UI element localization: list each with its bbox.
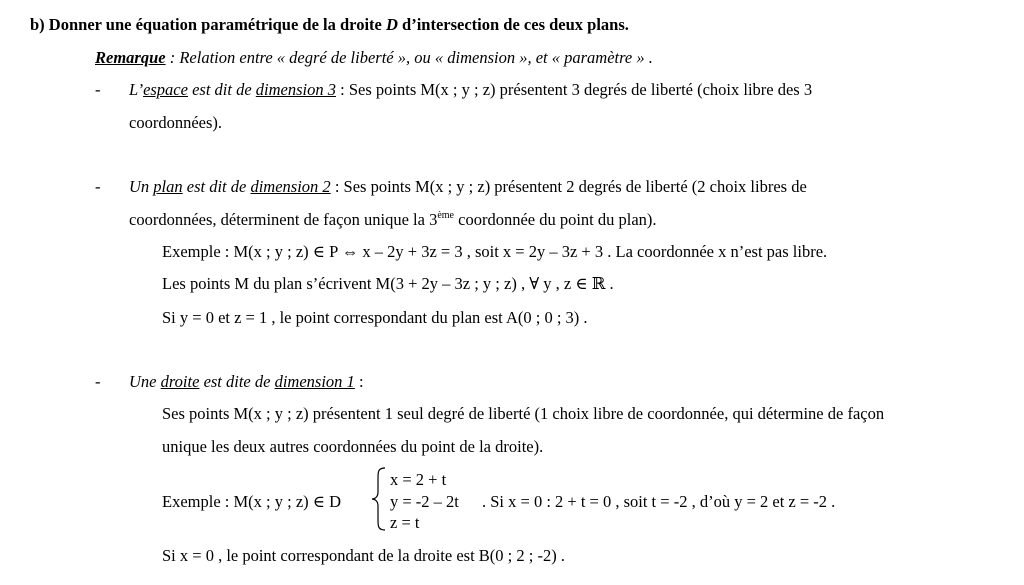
system-line-1: x = 2 + t [390,470,447,489]
droite-example-lead: Exemple : M(x ; y ; z) ∈ D [162,492,342,511]
espace-prefix: L’ [129,80,144,99]
heading-letter: b) [30,15,45,34]
plan-line [129,177,807,197]
plan-example-1: Exemple : M(x ; y ; z) ∈ P ⇔ x – 2y + 3z = 3 , soit x = 2y – 3z + 3 . La coordonnée x n’est pas libre. [162,242,828,261]
bullet-dash: - [95,372,101,391]
remark-label: Remarque [95,48,166,67]
droite-dimension: dimension 1 [274,372,355,391]
espace-term: espace [143,80,188,99]
plan-text: : Ses points M(x ; y ; z) présentent 2 degrés de liberté (2 choix libres de [330,177,807,196]
droite-prefix: Une [129,372,161,391]
plan-cont-end: coordonnée du point du plan). [454,210,657,229]
remark-text: : Relation entre « degré de liberté », ou « dimension », et « paramètre » . [165,48,653,67]
droite-last: Si x = 0 , le point correspondant de la droite est B(0 ; 2 ; -2) . [162,546,565,565]
espace-dimension: dimension 3 [255,80,337,99]
plan-cont [129,210,657,230]
plan-example-2: Les points M du plan s’écrivent M(3 + 2y – 3z ; y ; z) , ∀ y , z ∈ ℝ . [162,274,614,293]
bullet-dash: - [95,80,101,99]
plan-prefix: Un [129,177,154,196]
bullet-dash: - [95,177,101,196]
droite-mid: est dite de [199,372,275,391]
system-line-2: y = -2 – 2t [390,492,459,511]
droite-line [129,372,364,392]
espace-mid: est dit de [187,80,256,99]
espace-line [129,80,812,100]
plan-cont-text: coordonnées, déterminent de façon unique la 3 [129,210,438,229]
system-line-3: z = t [390,513,420,532]
droite-text-2: unique les deux autres coordonnées du point de la droite). [162,437,544,456]
espace-text: : Ses points M(x ; y ; z) présentent 3 degrés de liberté (choix libre des 3 [336,80,813,99]
plan-cont-sup: ème [437,210,454,221]
espace-cont: coordonnées). [129,113,223,132]
heading-text-end: d’intersection de ces deux plans. [402,15,629,34]
plan-example-3: Si y = 0 et z = 1 , le point correspondant du plan est A(0 ; 0 ; 3) . [162,308,588,327]
heading-var: D [385,15,398,34]
droite-example-rest: . Si x = 0 : 2 + t = 0 , soit t = -2 , d’où y = 2 et z = -2 . [482,492,836,511]
heading-text: Donner une équation paramétrique de la droite [48,15,382,34]
plan-dimension: dimension 2 [250,177,331,196]
remark [95,48,653,68]
plan-term: plan [153,177,183,196]
plan-mid: est dit de [182,177,251,196]
droite-term: droite [160,372,200,391]
droite-colon: : [354,372,364,391]
heading [30,15,629,35]
brace-icon [370,466,388,532]
droite-text-1: Ses points M(x ; y ; z) présentent 1 seul degré de liberté (1 choix libre de coordonnée, qui détermine de façon [162,404,885,423]
